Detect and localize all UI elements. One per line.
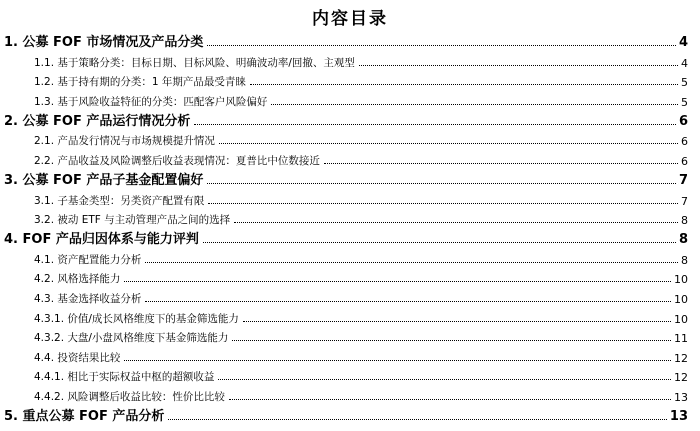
toc-entry-page-number: 13: [674, 390, 688, 404]
dot-leader: [359, 65, 678, 66]
dot-leader: [219, 143, 678, 144]
toc-entry-page-number: 6: [678, 113, 688, 129]
toc-entry-page-number: 6: [681, 154, 688, 168]
toc-entry-title: 3.2. 被动 ETF 与主动管理产品之间的选择: [34, 214, 231, 227]
toc-entry-page-number: 10: [674, 312, 688, 326]
toc-entry-title: 4.3. 基金选择收益分析: [34, 292, 142, 305]
toc-entry-title: 4.4.2. 风险调整后收益比较：性价比比较: [34, 390, 225, 403]
toc-entry[interactable]: [0, 89, 700, 109]
toc-entry[interactable]: [0, 50, 700, 70]
toc-entry[interactable]: [0, 365, 700, 385]
dot-leader: [208, 203, 678, 204]
dot-leader: [124, 281, 671, 282]
toc-entry-title: 1.2. 基于持有期的分类：1 年期产品最受青睐: [34, 76, 246, 89]
toc-entry[interactable]: [0, 208, 700, 228]
toc-entry[interactable]: [0, 345, 700, 365]
toc-entry-title: 3. 公募 FOF 产品子基金配置偏好: [4, 172, 204, 188]
toc-entry[interactable]: [0, 70, 700, 90]
toc-entry[interactable]: [0, 109, 700, 129]
toc-entry-page-number: 12: [674, 371, 688, 385]
toc-entry[interactable]: [0, 384, 700, 404]
toc-entry-title: 2.1. 产品发行情况与市场规模提升情况: [34, 135, 215, 148]
dot-leader: [324, 163, 678, 164]
toc-entry[interactable]: [0, 306, 700, 326]
toc-entry-page-number: 5: [681, 76, 688, 90]
toc-entry-title: 4.2. 风格选择能力: [34, 273, 121, 286]
toc-entry-title: 4.1. 资产配置能力分析: [34, 253, 142, 266]
toc-entry-page-number: 4: [678, 35, 688, 50]
dot-leader: [203, 242, 676, 243]
toc-entry-page-number: 13: [669, 408, 688, 424]
toc-entry-page-number: 7: [678, 172, 688, 188]
toc-entry-page-number: 8: [681, 214, 688, 228]
toc-entry-title: 1.1. 基于策略分类：目标日期、目标风险、明确波动率/回撤、主观型: [34, 56, 355, 69]
toc-entry-page-number: 6: [681, 135, 688, 149]
toc-entry[interactable]: [0, 30, 700, 50]
toc-entry-page-number: 8: [681, 253, 688, 267]
dot-leader: [229, 399, 671, 400]
toc-entry-title: 5. 重点公募 FOF 产品分析: [4, 408, 165, 424]
dot-leader: [250, 84, 678, 85]
toc-entry-page-number: 5: [681, 95, 688, 109]
toc-entry[interactable]: [0, 286, 700, 306]
dot-leader: [271, 104, 678, 105]
toc-entry[interactable]: [0, 326, 700, 346]
toc-entry[interactable]: [0, 227, 700, 247]
dot-leader: [207, 183, 676, 184]
toc-entry-title: 2.2. 产品收益及风险调整后收益表现情况：夏普比中位数接近: [34, 154, 320, 167]
dot-leader: [234, 222, 678, 223]
toc-entry-page-number: 4: [681, 56, 688, 70]
dot-leader: [218, 379, 671, 380]
toc-entry-page-number: 7: [681, 194, 688, 208]
toc-entry[interactable]: [0, 267, 700, 287]
toc-entry-title: 4.3.2. 大盘/小盘风格维度下基金筛选能力: [34, 332, 229, 345]
toc-entry-page-number: 10: [674, 273, 688, 287]
dot-leader: [194, 124, 676, 125]
toc-entry-page-number: 11: [674, 332, 688, 346]
toc-entry-title: 3.1. 子基金类型：另类资产配置有限: [34, 194, 205, 207]
dot-leader: [207, 45, 676, 46]
dot-leader: [124, 360, 671, 361]
toc-entry-page-number: 10: [674, 292, 688, 306]
page-title: 内容目录: [312, 9, 388, 29]
toc-entry-title: 2. 公募 FOF 产品运行情况分析: [4, 113, 191, 129]
toc-entry-title: 4.4. 投资结果比较: [34, 351, 121, 364]
toc-entry[interactable]: [0, 148, 700, 168]
toc-entry-title: 1. 公募 FOF 市场情况及产品分类: [4, 35, 204, 50]
toc-entry[interactable]: [0, 188, 700, 208]
toc-entry[interactable]: [0, 129, 700, 149]
toc-entry-title: 1.3. 基于风险收益特征的分类：匹配客户风险偏好: [34, 95, 268, 108]
toc-entry-title: 4.3.1. 价值/成长风格维度下的基金筛选能力: [34, 312, 239, 325]
dot-leader: [168, 419, 667, 420]
dot-leader: [145, 262, 678, 263]
dot-leader: [243, 321, 671, 322]
toc-entry[interactable]: [0, 168, 700, 188]
dot-leader: [145, 301, 671, 302]
table-of-contents: [0, 30, 700, 424]
toc-entry-page-number: 12: [674, 351, 688, 365]
toc-entry-title: 4.4.1. 相比于实际权益中枢的超额收益: [34, 371, 215, 384]
toc-entry-title: 4. FOF 产品归因体系与能力评判: [4, 232, 199, 248]
toc-entry[interactable]: [0, 247, 700, 267]
toc-entry[interactable]: [0, 404, 700, 424]
toc-entry-page-number: 8: [678, 232, 688, 248]
dot-leader: [232, 340, 671, 341]
